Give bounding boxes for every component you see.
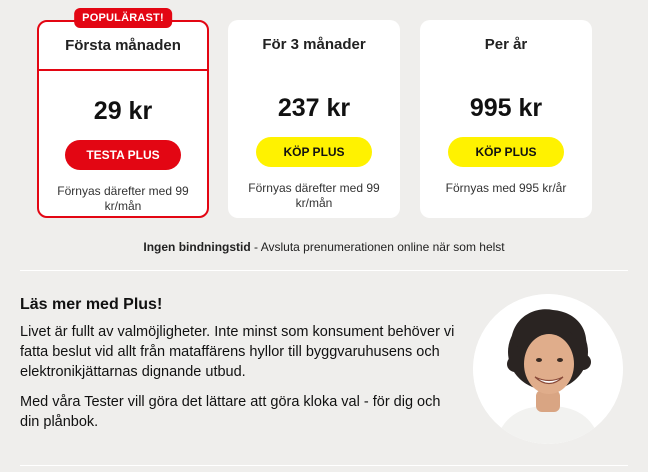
plan-renewal-text: Förnyas därefter med 99 kr/mån	[248, 181, 380, 210]
info-title: Läs mer med Plus!	[20, 296, 163, 313]
plan-title: Per år	[484, 35, 528, 53]
plan-card-yearly	[420, 20, 592, 218]
plan-title: Första månaden	[39, 22, 207, 71]
popular-badge: POPULÄRAST!	[74, 8, 172, 28]
divider-bottom	[20, 465, 628, 466]
no-commitment-text: - Avsluta prenumerationen online när som helst	[250, 240, 505, 254]
no-commitment-bold: Ingen bindningstid	[143, 240, 251, 254]
plan-price: 29 kr	[93, 97, 153, 125]
info-paragraph-1: Livet är fullt av valmöjligheter. Inte minst som konsument behöver vi fatta beslut vid allt från mataffärens hyllor till byggvaruhusens och elektronikjättarnas dignande utbud.	[20, 324, 455, 380]
try-plus-button[interactable]: TESTA PLUS	[65, 140, 181, 170]
buy-plus-button[interactable]: KÖP PLUS	[256, 137, 372, 167]
plan-title: För 3 månader	[262, 35, 366, 53]
plan-renewal-text: Förnyas med 995 kr/år	[445, 181, 567, 195]
plan-card-first-month	[37, 12, 209, 218]
plan-price: 237 kr	[277, 94, 351, 122]
person-avatar	[473, 294, 623, 444]
plan-price: 995 kr	[469, 94, 543, 122]
plan-card-3-months	[228, 20, 400, 218]
info-paragraph-2: Med våra Tester vill göra det lättare att göra kloka val - för dig och din plånbok.	[20, 394, 441, 430]
plan-renewal-text: Förnyas därefter med 99 kr/mån	[57, 184, 189, 213]
buy-plus-button[interactable]: KÖP PLUS	[448, 137, 564, 167]
person-illustration-icon	[473, 294, 623, 444]
plus-info-section	[20, 296, 460, 442]
divider-top	[20, 270, 628, 271]
pricing-plans	[0, 0, 648, 230]
no-commitment-note	[0, 240, 648, 254]
